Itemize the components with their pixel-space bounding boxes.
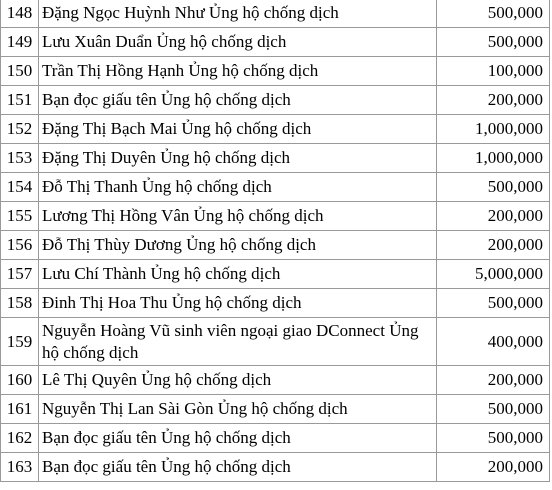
table-row	[1, 173, 550, 202]
row-number: 151	[1, 86, 39, 115]
donation-amount: 1,000,000	[437, 115, 550, 144]
table-row	[1, 366, 550, 395]
donation-amount: 500,000	[437, 424, 550, 453]
table-row	[1, 424, 550, 453]
table-row	[1, 453, 550, 482]
row-number: 155	[1, 202, 39, 231]
donation-amount: 500,000	[437, 289, 550, 318]
table-row	[1, 289, 550, 318]
donation-amount: 1,000,000	[437, 144, 550, 173]
row-number: 153	[1, 144, 39, 173]
donation-amount: 200,000	[437, 231, 550, 260]
row-number: 157	[1, 260, 39, 289]
row-number: 161	[1, 395, 39, 424]
donor-description: Đỗ Thị Thùy Dương Ủng hộ chống dịch	[39, 231, 437, 260]
donor-description: Đinh Thị Hoa Thu Ủng hộ chống dịch	[39, 289, 437, 318]
row-number: 148	[1, 0, 39, 28]
donation-amount: 500,000	[437, 0, 550, 28]
row-number: 150	[1, 57, 39, 86]
row-number: 160	[1, 366, 39, 395]
donor-description: Đỗ Thị Thanh Ủng hộ chống dịch	[39, 173, 437, 202]
donor-description: Đặng Thị Bạch Mai Ủng hộ chống dịch	[39, 115, 437, 144]
donor-description: Bạn đọc giấu tên Ủng hộ chống dịch	[39, 86, 437, 115]
table-row	[1, 231, 550, 260]
table-row	[1, 395, 550, 424]
donor-description: Lưu Xuân Duẩn Ủng hộ chống dịch	[39, 28, 437, 57]
donor-description: Nguyễn Hoàng Vũ sinh viên ngoại giao DConnect Ủng hộ chống dịch	[39, 318, 437, 366]
donation-amount: 500,000	[437, 395, 550, 424]
donor-description: Đặng Ngọc Huỳnh Như Ủng hộ chống dịch	[39, 0, 437, 28]
donation-amount: 100,000	[437, 57, 550, 86]
row-number: 163	[1, 453, 39, 482]
row-number: 159	[1, 318, 39, 366]
table-row	[1, 57, 550, 86]
donation-amount: 200,000	[437, 453, 550, 482]
table-row	[1, 144, 550, 173]
row-number: 154	[1, 173, 39, 202]
donation-amount: 200,000	[437, 86, 550, 115]
donation-amount: 5,000,000	[437, 260, 550, 289]
table-row	[1, 86, 550, 115]
row-number: 162	[1, 424, 39, 453]
donor-description: Bạn đọc giấu tên Ủng hộ chống dịch	[39, 424, 437, 453]
row-number: 156	[1, 231, 39, 260]
table-row	[1, 115, 550, 144]
donor-description: Lưu Chí Thành Ủng hộ chống dịch	[39, 260, 437, 289]
donor-description: Lê Thị Quyên Ủng hộ chống dịch	[39, 366, 437, 395]
donation-amount: 500,000	[437, 28, 550, 57]
table-row	[1, 202, 550, 231]
donor-description: Bạn đọc giấu tên Ủng hộ chống dịch	[39, 453, 437, 482]
table-row	[1, 260, 550, 289]
donor-description: Lương Thị Hồng Vân Ủng hộ chống dịch	[39, 202, 437, 231]
donor-description: Trần Thị Hồng Hạnh Ủng hộ chống dịch	[39, 57, 437, 86]
donation-amount: 500,000	[437, 173, 550, 202]
donor-description: Nguyễn Thị Lan Sài Gòn Ủng hộ chống dịch	[39, 395, 437, 424]
donation-amount: 200,000	[437, 202, 550, 231]
table-row	[1, 0, 550, 28]
table-row	[1, 28, 550, 57]
donation-table-body	[1, 0, 550, 482]
row-number: 152	[1, 115, 39, 144]
donation-amount: 200,000	[437, 366, 550, 395]
table-row	[1, 318, 550, 366]
row-number: 149	[1, 28, 39, 57]
donor-description: Đặng Thị Duyên Ủng hộ chống dịch	[39, 144, 437, 173]
donation-amount: 400,000	[437, 318, 550, 366]
row-number: 158	[1, 289, 39, 318]
